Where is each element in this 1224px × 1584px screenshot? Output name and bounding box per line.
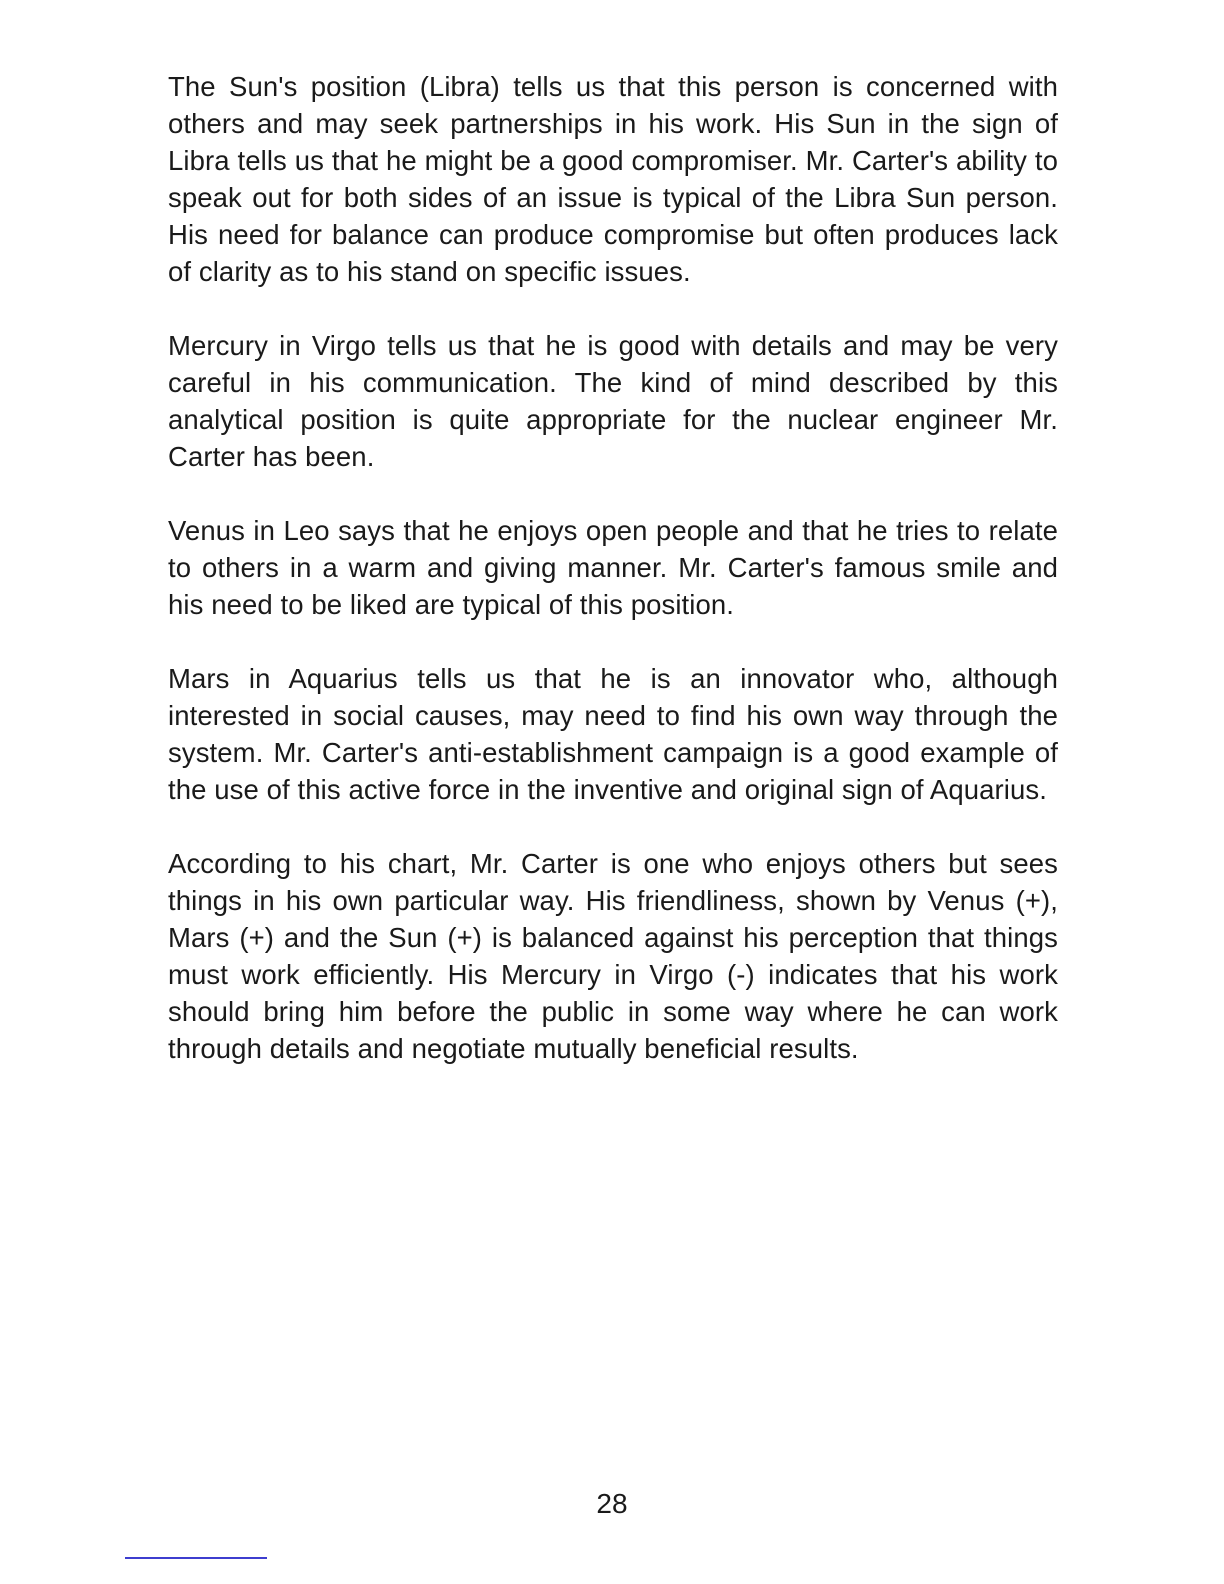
paragraph-mercury-virgo: Mercury in Virgo tells us that he is good with details and may be very careful in his communication. The kind of mind described by this analytical position is quite appropriate for the nuclear engineer Mr. Carter has been. (168, 330, 1058, 472)
paragraph-chart-summary: According to his chart, Mr. Carter is one who enjoys others but sees things in his own particular way. His friendliness, shown by Venus (+), Mars (+) and the Sun (+) is balanced against his perception that things must work efficiently. His Mercury in Virgo (-) indicates that his work should bring him before the public in some way where he can work through details and negotiate mutually beneficial results. (168, 848, 1058, 1064)
footer-rule (125, 1557, 267, 1559)
paragraph-mars-aquarius: Mars in Aquarius tells us that he is an innovator who, although interested in social causes, may need to find his own way through the system. Mr. Carter's anti-establishment campaign is a good example of the use of this active force in the inventive and original sign of Aquarius. (168, 663, 1058, 805)
paragraph-venus-leo: Venus in Leo says that he enjoys open people and that he tries to relate to others in a warm and giving manner. Mr. Carter's famous smile and his need to be liked are typical of this position. (168, 515, 1058, 620)
paragraph-sun-libra: The Sun's position (Libra) tells us that this person is concerned with others and may seek partnerships in his work. His Sun in the sign of Libra tells us that he might be a good compromiser. Mr. Carter's ability to speak out for both sides of an issue is typical of the Libra Sun person. His need for balance can produce compromise but often produces lack of clarity as to his stand on specific issues. (168, 71, 1058, 287)
page-number: 28 (596, 1488, 628, 1519)
page-body (168, 68, 1058, 1104)
